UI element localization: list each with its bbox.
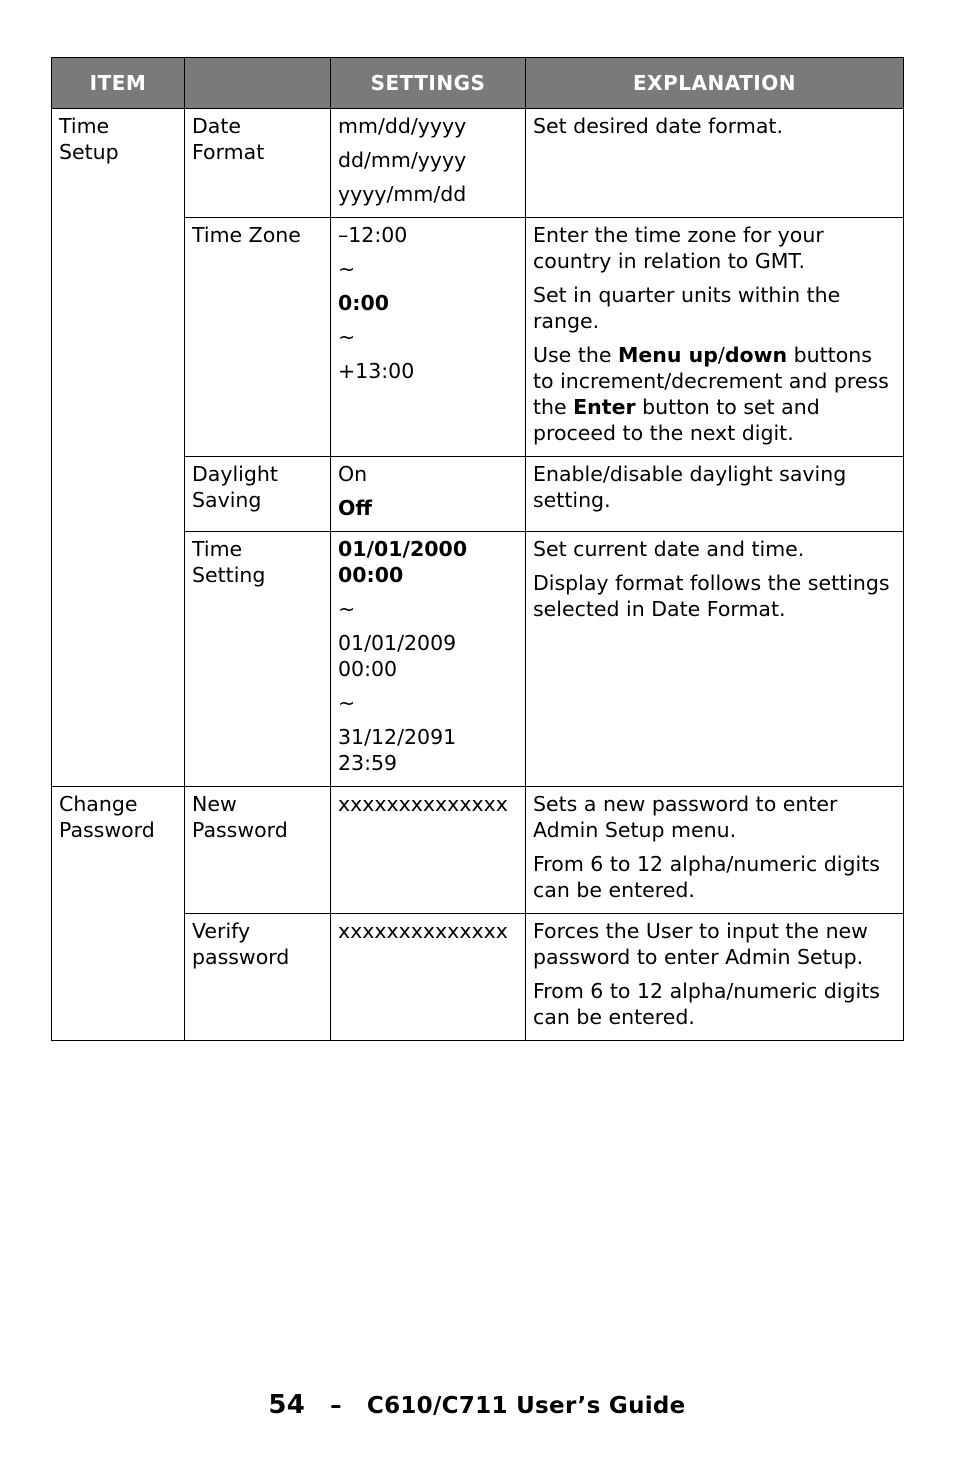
settings-cell-daylight-saving [331, 457, 526, 532]
explanation-text: Display format follows the settings selected in Date Format. [533, 571, 890, 621]
setting-default-value: 01/01/2000 [338, 537, 468, 561]
explanation-cell-new-password [526, 787, 904, 914]
table-header-row [52, 58, 904, 109]
settings-cell-time-zone [331, 218, 526, 457]
subitem-label: Daylight [192, 462, 278, 486]
subitem-label: Time [192, 537, 243, 561]
settings-cell-time-setting [331, 532, 526, 787]
enter-keyword: Enter [573, 395, 636, 419]
explanation-text: Sets a new password to enter Admin Setup menu. [533, 792, 838, 842]
explanation-text: Enter the time zone for your country in relation to GMT. [533, 223, 824, 273]
subitem-label: Time Zone [192, 223, 301, 247]
explanation-text [533, 342, 896, 446]
header-settings: SETTINGS [331, 58, 526, 109]
down-keyword: down [724, 343, 788, 367]
subitem-label: New [192, 792, 237, 816]
settings-cell-date-format [331, 109, 526, 218]
explanation-text: Set desired date format. [533, 114, 783, 138]
item-label: Setup [59, 140, 119, 164]
setting-value: xxxxxxxxxxxxxx [338, 792, 508, 816]
subitem-label: Date [192, 114, 241, 138]
setting-value: dd/mm/yyyy [338, 148, 467, 172]
subitem-cell-verify-password [185, 914, 331, 1041]
subitem-label: Format [192, 140, 265, 164]
item-label: Change [59, 792, 138, 816]
explanation-fragment: button to set and proceed to the next digit. [533, 395, 820, 445]
explanation-text: From 6 to 12 alpha/numeric digits can be entered. [533, 979, 880, 1029]
header-explanation: EXPLANATION [526, 58, 904, 109]
table-row [52, 787, 904, 914]
setting-value: +13:00 [338, 359, 415, 383]
subitem-cell-daylight-saving [185, 457, 331, 532]
explanation-fragment: buttons to increment/decrement and press the [533, 343, 889, 419]
table-row [52, 109, 904, 218]
guide-title: C610/C711 User’s Guide [366, 1393, 686, 1419]
subitem-label: password [192, 945, 290, 969]
footer-separator: – [330, 1393, 342, 1419]
page-number: 54 [268, 1390, 306, 1420]
setting-value: xxxxxxxxxxxxxx [338, 919, 508, 943]
item-label: Time [59, 114, 110, 138]
setting-value: yyyy/mm/dd [338, 182, 467, 206]
item-label: Password [59, 818, 155, 842]
explanation-cell-daylight-saving [526, 457, 904, 532]
setting-value: 01/01/2009 [338, 631, 457, 655]
explanation-text: From 6 to 12 alpha/numeric digits can be entered. [533, 852, 880, 902]
item-cell-change-password [52, 787, 185, 1041]
setting-value: 00:00 [338, 657, 398, 681]
setting-value: mm/dd/yyyy [338, 114, 467, 138]
header-subitem [185, 58, 331, 109]
explanation-cell-time-zone [526, 218, 904, 457]
header-item: ITEM [52, 58, 185, 109]
setting-value: ~ [338, 597, 356, 621]
settings-cell-new-password [331, 787, 526, 914]
setting-value: ~ [338, 691, 356, 715]
subitem-cell-time-zone [185, 218, 331, 457]
setting-value: ~ [338, 325, 356, 349]
explanation-text: Forces the User to input the new password to enter Admin Setup. [533, 919, 868, 969]
settings-cell-verify-password [331, 914, 526, 1041]
explanation-fragment: Use the [533, 343, 618, 367]
explanation-text: Set current date and time. [533, 537, 805, 561]
subitem-cell-new-password [185, 787, 331, 914]
explanation-cell-verify-password [526, 914, 904, 1041]
subitem-label: Password [192, 818, 288, 842]
setting-value: –12:00 [338, 223, 408, 247]
page-footer [0, 1390, 954, 1420]
subitem-label: Setting [192, 563, 266, 587]
explanation-cell-date-format [526, 109, 904, 218]
setting-value: 23:59 [338, 751, 398, 775]
setting-default-value: Off [338, 496, 373, 520]
subitem-cell-time-setting [185, 532, 331, 787]
admin-setup-table [51, 57, 904, 1041]
explanation-text: Enable/disable daylight saving setting. [533, 462, 847, 512]
setting-value: On [338, 462, 368, 486]
subitem-label: Saving [192, 488, 262, 512]
menu-up-keyword: Menu up [617, 343, 718, 367]
explanation-cell-time-setting [526, 532, 904, 787]
item-cell-time-setup [52, 109, 185, 787]
explanation-text: Set in quarter units within the range. [533, 283, 841, 333]
setting-value: 31/12/2091 [338, 725, 457, 749]
setting-value: ~ [338, 257, 356, 281]
setting-default-value: 0:00 [338, 291, 389, 315]
explanation-fragment: / [717, 343, 725, 367]
subitem-cell-date-format [185, 109, 331, 218]
setting-default-value: 00:00 [338, 563, 404, 587]
subitem-label: Verify [192, 919, 251, 943]
